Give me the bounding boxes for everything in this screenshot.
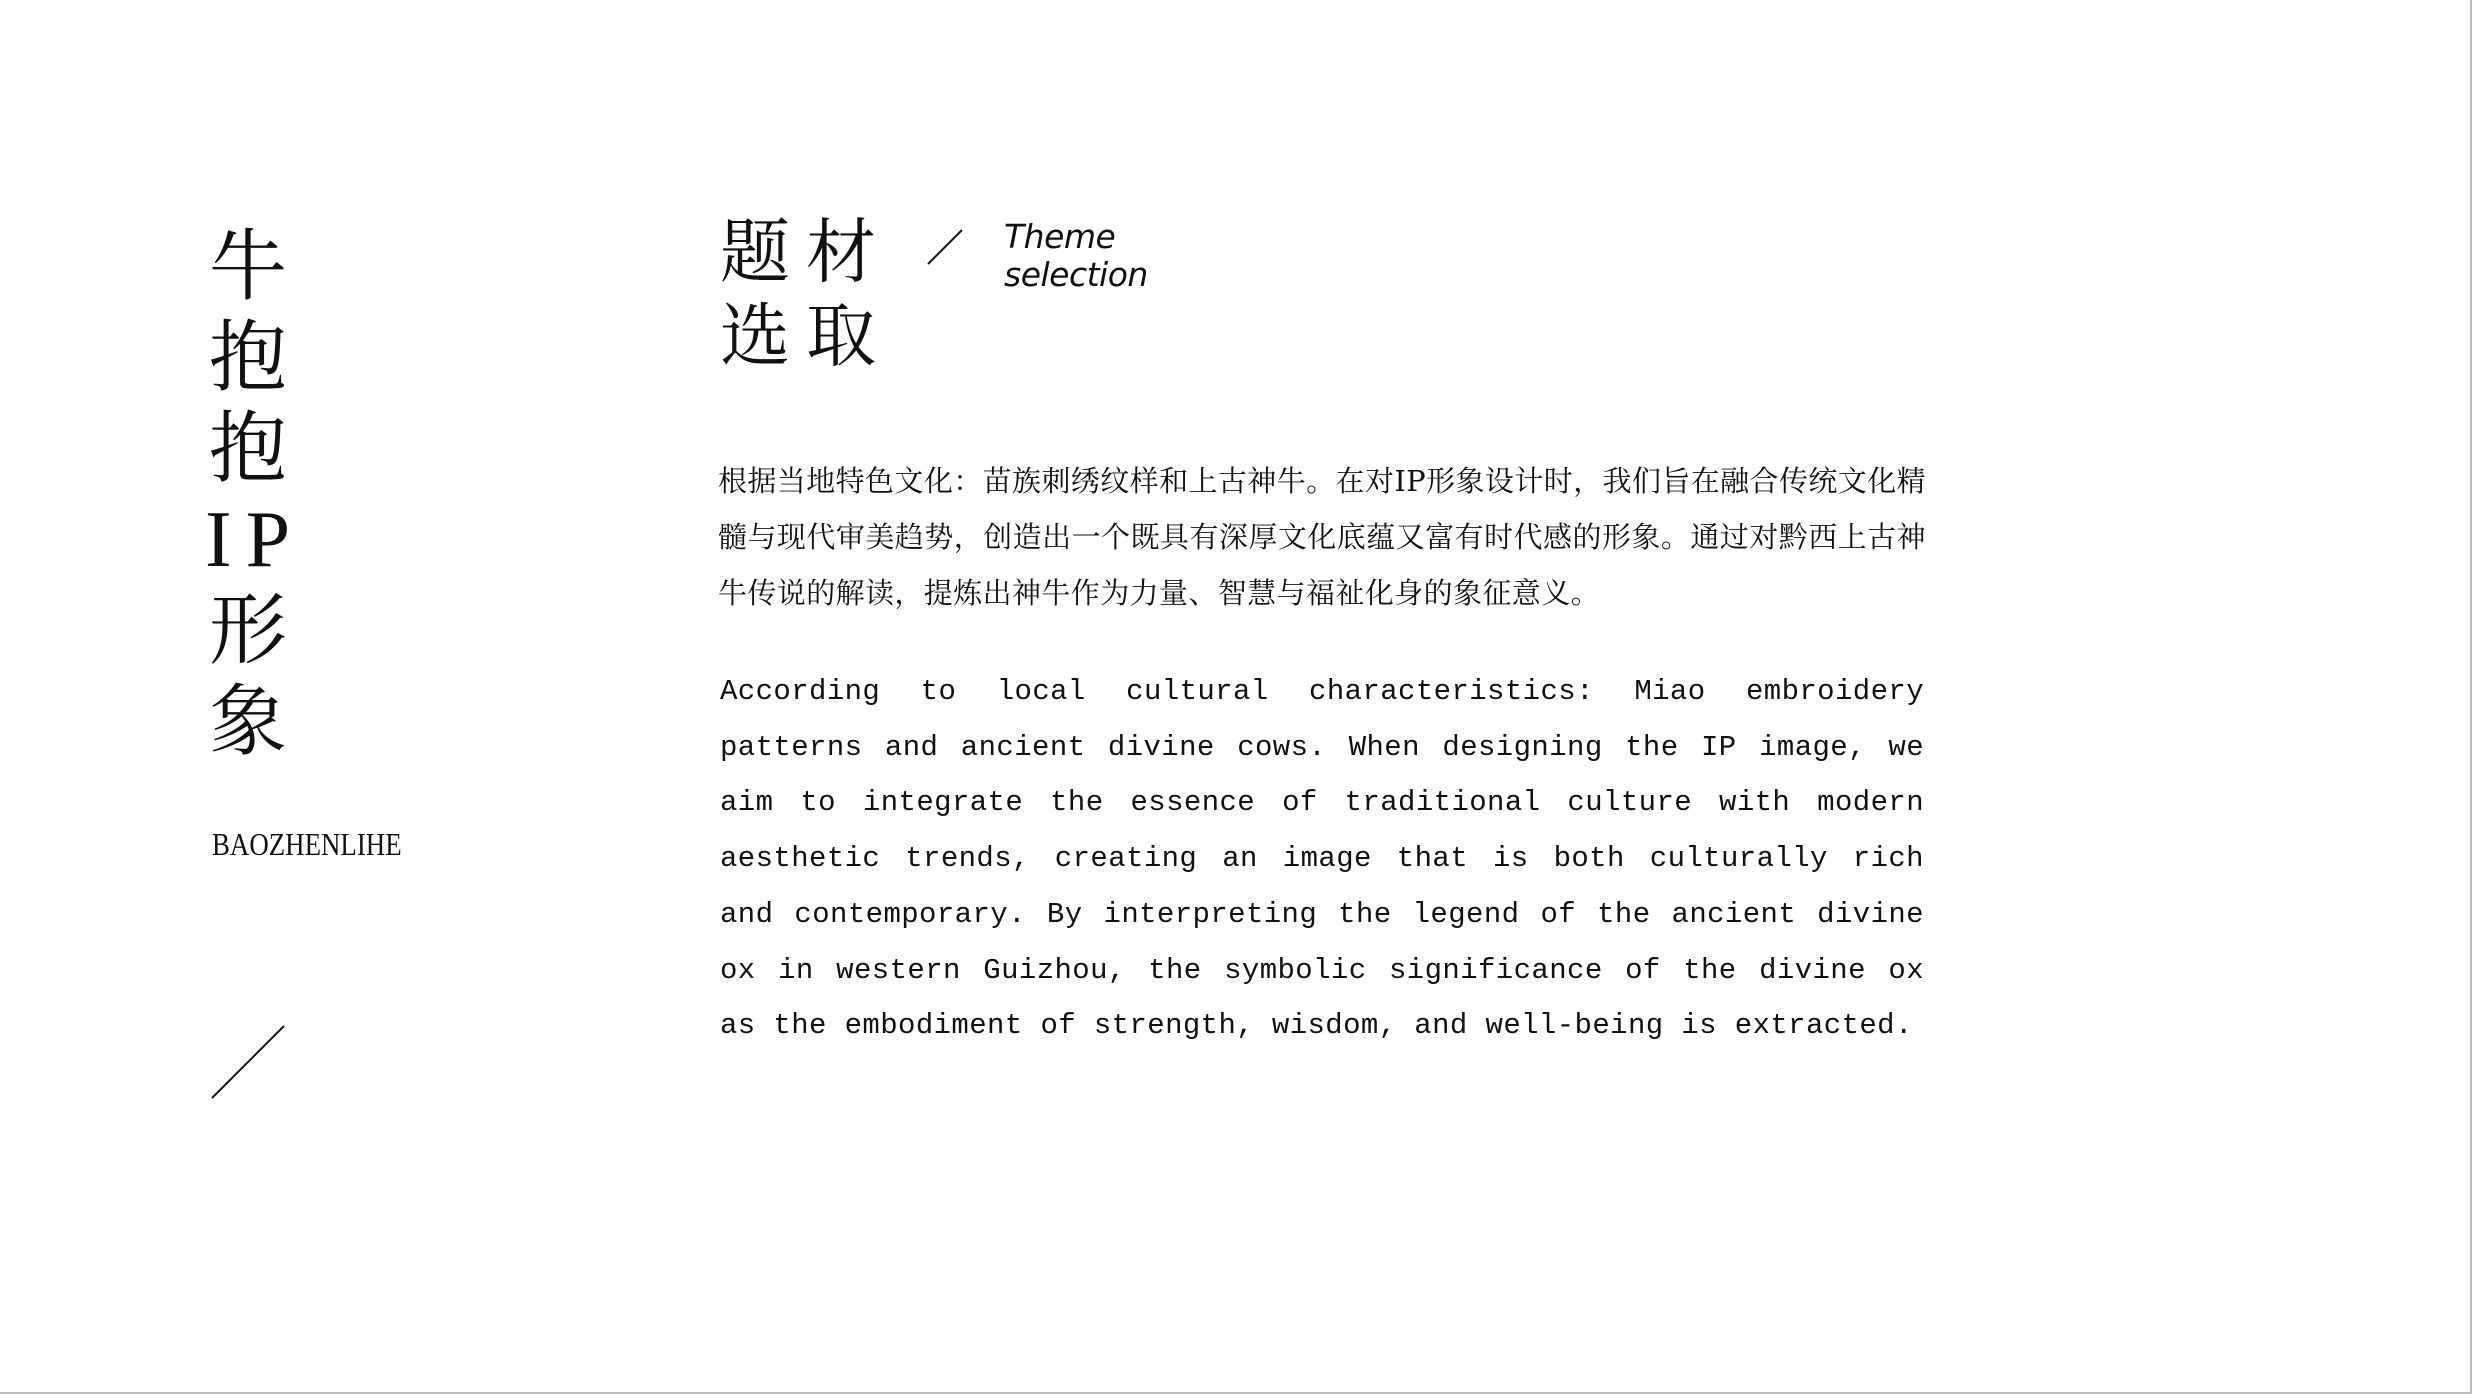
heading-subtitle — [1004, 218, 1148, 294]
title-char: 抱 — [208, 404, 287, 494]
brand-name: BAOZHENLIHE — [212, 826, 402, 862]
vertical-title — [198, 222, 305, 768]
heading-slash-divider — [926, 228, 964, 266]
heading-subtitle-line1: Theme — [1004, 217, 1116, 256]
body-text-chinese: 根据当地特色文化：苗族刺绣纹样和上古神牛。在对IP形象设计时，我们旨在融合传统文化精髓与现代审美趋势，创造出一个既具有深厚文化底蕴又富有时代感的形象。通过对黔西上古神牛传说的解读，提炼出神牛作为力量、智慧与福祉化身的象征意义。 — [718, 464, 1926, 610]
left-slash-divider — [210, 1024, 286, 1100]
heading-title-line1: 题材 — [720, 211, 892, 293]
heading-title-line2: 选取 — [720, 295, 892, 377]
title-char-ip: IP — [205, 496, 305, 584]
title-char: 牛 — [208, 222, 287, 312]
body-text-english: According to local cultural characteristics: Miao embroidery patterns and ancient divine cows. When designing the IP image, we aim to integrate the essence of traditional culture with modern aesthetic trends, creating an image that is both culturally rich and contemporary. By interpreting the legend of the ancient divine ox in western Guizhou, the symbolic significance of the divine ox as the embodiment of strength, wisdom, and well-being is extracted. — [720, 675, 1924, 1043]
heading-subtitle-line2: selection — [1004, 255, 1148, 294]
heading-title — [720, 210, 892, 378]
title-char: 形 — [208, 586, 287, 676]
title-char: 抱 — [208, 313, 287, 403]
title-char: 象 — [208, 677, 287, 767]
